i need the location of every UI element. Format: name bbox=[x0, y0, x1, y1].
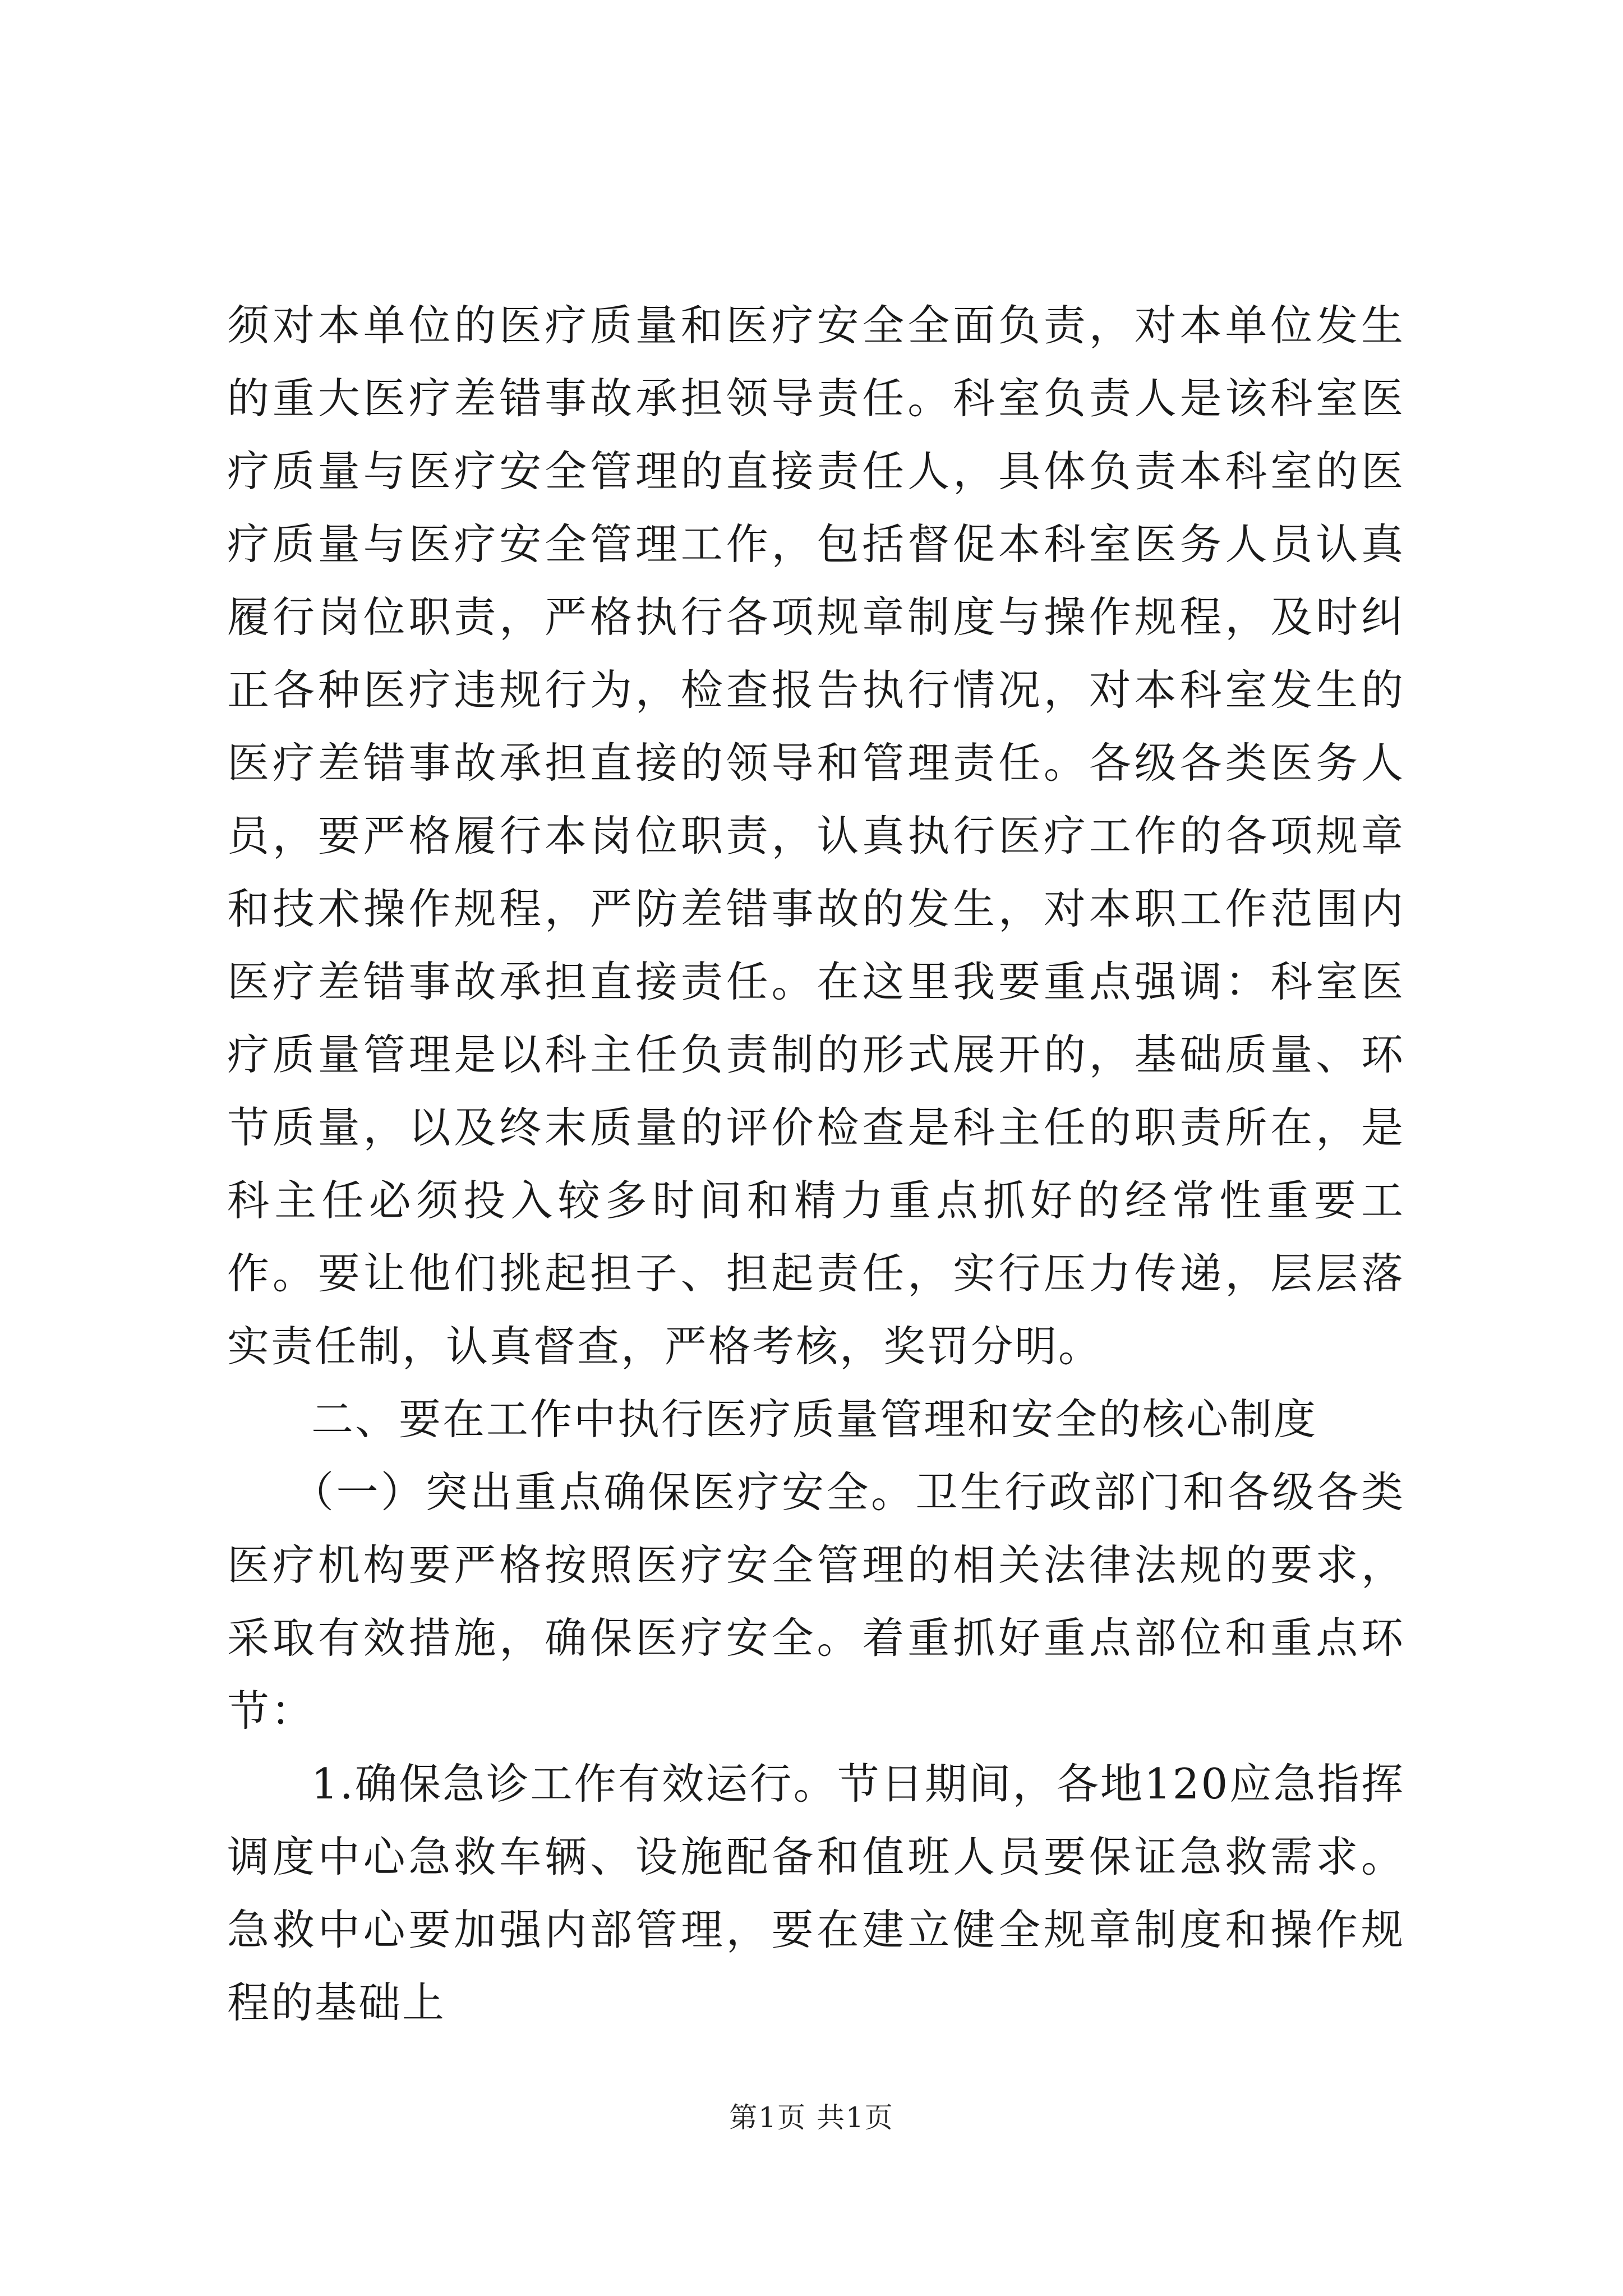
section-heading: 二、要在工作中执行医疗质量管理和安全的核心制度 bbox=[311, 1395, 1318, 1444]
page-footer: 第1页 共1页 bbox=[729, 2101, 894, 2134]
paragraph-4: 1.确保急诊工作有效运行。节日期间，各地120应急指挥调度中心急救车辆、设施配备和值班人员要保证急救需求。急救中心要加强内部管理，要在建立健全规章制度和操作规程的基础上 bbox=[227, 1759, 1405, 2027]
document-body bbox=[227, 289, 1405, 2039]
paragraph-1: 须对本单位的医疗质量和医疗安全全面负责，对本单位发生的重大医疗差错事故承担领导责任。科室负责人是该科室医疗质量与医疗安全管理的直接责任人，具体负责本科室的医疗质量与医疗安全管理工作，包括督促本科室医务人员认真履行岗位职责，严格执行各项规章制度与操作规程，及时纠正各种医疗违规行为，检查报告执行情况，对本科室发生的医疗差错事故承担直接的领导和管理责任。各级各类医务人员，要严格履行本岗位职责，认真执行医疗工作的各项规章和技术操作规程，严防差错事故的发生，对本职工作范围内医疗差错事故承担直接责任。在这里我要重点强调：科室医疗质量管理是以科主任负责制的形式展开的，基础质量、环节质量，以及终末质量的评价检查是科主任的职责所在，是科主任必须投入较多时间和精力重点抓好的经常性重要工作。要让他们挑起担子、担起责任，实行压力传递，层层落实责任制，认真督查，严格考核，奖罚分明。 bbox=[227, 301, 1405, 1371]
paragraph-3: （一）突出重点确保医疗安全。卫生行政部门和各级各类医疗机构要严格按照医疗安全管理的相关法律法规的要求，采取有效措施，确保医疗安全。着重抓好重点部位和重点环节： bbox=[227, 1467, 1405, 1736]
